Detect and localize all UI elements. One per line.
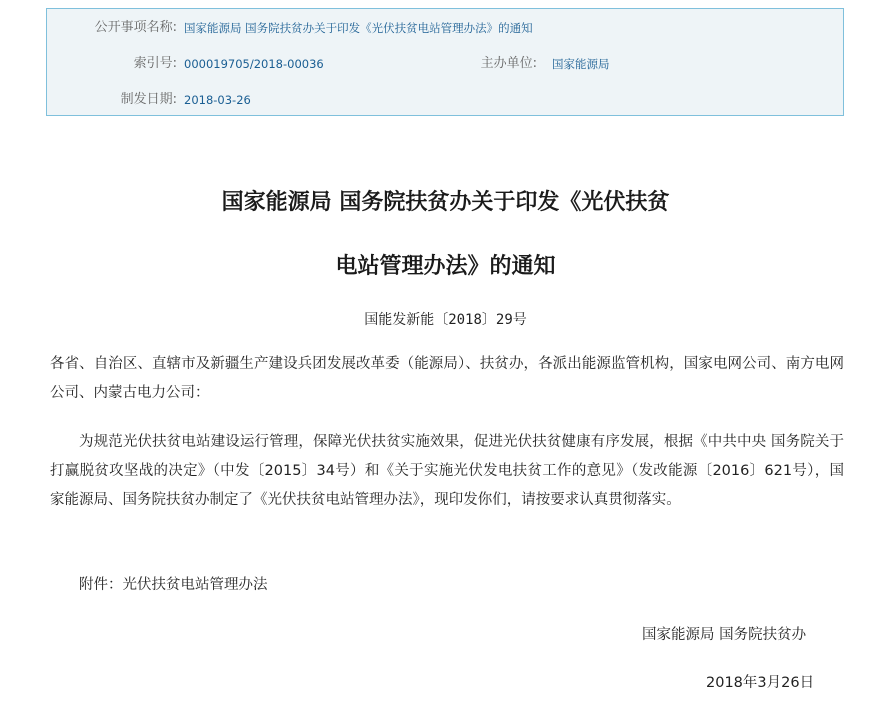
- metadata-panel: [46, 8, 844, 116]
- document-number: 国能发新能〔2018〕29号: [364, 312, 527, 328]
- meta-org-label: 主办单位:: [480, 56, 537, 71]
- meta-title-label: 公开事项名称:: [94, 20, 177, 35]
- body-paragraph: 为规范光伏扶贫电站建设运行管理，保障光伏扶贫实施效果，促进光伏扶贫健康有序发展，根据《中共中央 国务院关于打赢脱贫攻坚战的决定》（中发〔2015〕34号）和《关于实施光伏发电扶贫工作的意见》（发改能源〔2016〕621号），国家能源局、国务院扶贫办制定了《光伏扶贫电站管理办法》，现印发你们，请按要求认真贯彻落实。: [50, 434, 844, 508]
- sign-date: 2018年3月26日: [706, 675, 815, 691]
- recipients-paragraph: 各省、自治区、直辖市及新疆生产建设兵团发展改革委（能源局）、扶贫办，各派出能源监管机构，国家电网公司、南方电网公司、内蒙古电力公司：: [50, 356, 844, 401]
- meta-org-value: 国家能源局: [552, 57, 610, 71]
- document-title-line2: 电站管理办法》的通知: [335, 254, 556, 279]
- document-title-line1: 国家能源局 国务院扶贫办关于印发《光伏扶贫: [221, 190, 670, 215]
- signer: 国家能源局 国务院扶贫办: [642, 627, 807, 643]
- meta-index-label: 索引号:: [133, 56, 177, 71]
- meta-date-value: 2018-03-26: [184, 93, 251, 107]
- meta-date-label: 制发日期:: [120, 92, 177, 107]
- meta-index-value: 000019705/2018-00036: [184, 57, 324, 71]
- meta-title-value: 国家能源局 国务院扶贫办关于印发《光伏扶贫电站管理办法》的通知: [184, 21, 533, 35]
- attachment-line: 附件：光伏扶贫电站管理办法: [79, 577, 268, 593]
